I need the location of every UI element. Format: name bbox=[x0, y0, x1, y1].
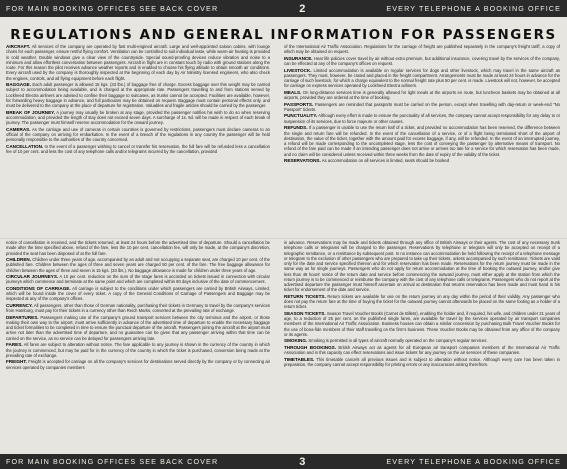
regulation-heading: PASSPORTS. bbox=[284, 101, 314, 107]
regulation-heading: RETURN TICKETS. bbox=[284, 293, 326, 299]
regulation-heading: AIRCRAFT. bbox=[6, 44, 31, 49]
regulation-heading: THROUGH BOOKINGS. bbox=[284, 344, 337, 350]
regulation-heading: RESERVATIONS. bbox=[284, 158, 321, 164]
regulation-paragraph bbox=[284, 240, 560, 293]
regulation-heading: INSURANCE. bbox=[284, 55, 313, 61]
regulation-heading: CHILDREN. bbox=[6, 257, 32, 263]
regulation-text: Return tickets are available for use on the return journey on any day within the period of their validity. Any passenger who does not pay the return fare at the time of buying the ticket for the outward journey cannot afterwards be placed on the same footing as a holder of a return ticket. bbox=[284, 293, 560, 310]
bottom-banner-right-text: EVERY TELEPHONE A BOOKING OFFICE bbox=[386, 457, 561, 466]
regulation-heading: CURRENCY. bbox=[6, 302, 33, 308]
regulation-heading: CONDITIONS OF CARRIAGE. bbox=[6, 285, 71, 291]
regulation-heading: SMOKING. bbox=[284, 338, 308, 344]
regulation-text: Freight is accepted for carriage on all the company's services for destinations served directly by the company or by connecting air services operated by companies members bbox=[6, 359, 270, 370]
regulation-heading: FREIGHT. bbox=[6, 359, 27, 365]
regulation-heading: PUNCTUALITY. bbox=[284, 113, 318, 119]
regulation-text: British Airways act as agents for all European air transport companies members of the International Air Traffic Association and in this capacity can effect reservations and issue tickets for any journey on the air services of these companies. bbox=[284, 344, 560, 356]
regulation-heading: FARES. bbox=[6, 342, 23, 348]
regulation-text: As the carriage and use of cameras in certain countries is governed by restrictions, passengers must declare cameras to an official of the company on arriving for embarkation. In the event of a breach of the regulations in any country the passenger will be held personally responsible to the authorities of the country concerned. bbox=[6, 126, 270, 143]
regulation-heading: CIRCULAR JOURNEYS. bbox=[6, 274, 59, 280]
regulation-text: Passengers are reminded that passports must be carried on the person, except when travelling with day-return or week-end "No Passport" tickets. bbox=[284, 101, 560, 112]
top-banner bbox=[0, 0, 567, 17]
regulation-paragraph bbox=[6, 240, 270, 256]
top-page-number: 2 bbox=[299, 2, 306, 15]
bottom-page-number: 3 bbox=[299, 455, 306, 468]
regulation-paragraph bbox=[6, 286, 270, 302]
regulation-text: Limited accommodation is available on regular services for dogs and other livestock, which may travel in the same aircraft as passengers. They must, however, be crated and placed in the freight compartment. Arrangements must be made at least 24 hours in advance for the carriage of such livestock, for which a charge equivalent to the normal freight rate plus 50 per cent. is made. Livestock will not, however, be accepted for carriage on express services operated by Lockheed Electra airliners. bbox=[284, 67, 560, 89]
regulation-paragraph bbox=[284, 357, 560, 368]
regulation-heading: BAGGAGE. bbox=[6, 82, 32, 88]
regulation-text: As accommodation on all services is limited, seats should be booked bbox=[321, 158, 450, 164]
text-column-upper-left bbox=[6, 44, 270, 238]
regulation-heading: LIVESTOCK. bbox=[284, 67, 312, 73]
regulation-paragraph bbox=[6, 257, 270, 273]
regulation-heading: CAMERAS. bbox=[6, 126, 31, 132]
regulation-text: A 10 per cent. reduction on the sum of the stage fares is accorded on tickets issued in connection with circular journeys which commence and terminate at the same point and which are completed within 60 days inclusive of the date of commencement. bbox=[6, 274, 270, 285]
regulation-text: All carriage is subject to the conditions under which passengers are carried by British Airways, Limited, which will be found inside the cover of every ticket. A copy of the General Conditions of Carriage of Passengers and Baggage may be inspected at any of the company's offices. bbox=[6, 285, 270, 302]
regulation-text: All fares are subject to alteration without notice. The fare applicable to any journey is shown in the currency of the country in which the journey is commenced, but may be paid for in the currency of the country in which the ticket is purchased, conversion being made at the prevailing rate of exchange. bbox=[6, 342, 270, 358]
regulation-text: Passengers making use of the company's ground transport services between the city terminus and the airport, or those making their own way to the airport, must arrive sufficiently in advance of the advertised time of departure to enable the necessary baggage and ticket formalities to be completed in time to ensure the punctual departure of the aircraft. Passengers joining the aircraft at the airport must arrive not later than the advertised time of departure, and no guarantee can be given that any passenger arriving within that time can be carried on the service, as no service can be delayed for passengers arriving late. bbox=[6, 314, 270, 341]
regulation-paragraph bbox=[284, 102, 560, 113]
regulation-paragraph bbox=[6, 44, 270, 81]
regulation-paragraph bbox=[284, 125, 560, 157]
regulation-paragraph bbox=[6, 144, 270, 155]
regulation-text: This timetable cancels all previous issues and is subject to alteration without notice. Although every care has been taken in preparation, the company cannot accept responsibility for printing errors or any inaccuracies arising therefrom. bbox=[284, 356, 560, 367]
regulation-heading: BREAK OF JOURNEY. bbox=[6, 109, 55, 115]
regulation-paragraph bbox=[6, 127, 270, 143]
bottom-banner-left-text: FOR MAIN BOOKING OFFICES SEE BACK COVER bbox=[6, 457, 219, 466]
regulation-heading: DEPARTURES. bbox=[6, 314, 39, 320]
text-column-lower-right bbox=[284, 240, 560, 449]
regulation-text: Each adult passenger is allowed 15 kgs. (33 lbs.) of baggage free of charge. Excess baggage over this weight may be carried subject to accommodation being available, and is charged at the appropriate rate. Passengers travelling to and from stations served by Lockheed Electra airliners are advised to confine their baggage to suitcases, as trunks cannot be accepted. Facilities are available, however, for forwarding heavy baggage in advance, and full particulars may be obtained on request. Baggage must contain personal effects only, and must be delivered to the company at the place of departure for registration. Valuables and fragile articles should be carried by the passenger. bbox=[6, 82, 270, 109]
regulation-heading: REFUNDS. bbox=[284, 125, 308, 131]
regulation-paragraph bbox=[284, 338, 560, 343]
regulation-text: Although every effort is made to ensure the punctuality of all services, the company cannot accept responsibility for any delay to or suspension of its services, due to force majeure or other causes. bbox=[284, 113, 560, 124]
regulation-paragraph bbox=[6, 359, 270, 370]
regulation-heading: SEASON TICKETS. bbox=[284, 310, 326, 316]
regulation-paragraph bbox=[284, 294, 560, 310]
regulation-text: All services of the company are operated by fast multi-engined aircraft. Large and well-appointed saloon cabins, with lounge chairs for each passenger, ensure restful flying comfort. Ventilation can be controlled to suit individual taste, while warm-air heating is provided in cold weather. Double windows give a clear view of the countryside. Special sound-proofing devices reduce vibration and noise to a minimum and allow effortless conversation between passengers. Aircraft in flight are in constant touch by radio with ground stations along the route. For this reason the pilot receives advance weather reports and is enabled to choose his flying altitude to obtain smooth air conditions. Every aircraft used by the company is thoroughly inspected at the beginning of each day by Air Ministry licensed engineers, who also check the engines, controls, and all flying equipment before each flight. bbox=[6, 44, 270, 81]
regulation-paragraph bbox=[284, 311, 560, 337]
text-column-upper-right bbox=[284, 44, 560, 238]
regulation-paragraph bbox=[6, 342, 270, 358]
regulation-paragraph bbox=[284, 90, 560, 101]
regulation-paragraph bbox=[6, 82, 270, 108]
regulation-paragraph bbox=[6, 315, 270, 341]
regulation-text: of the International Air Traffic Association. Regulations for the carriage of freight are published separately in the company's freight tariff, a copy of which may be obtained on request. bbox=[284, 44, 560, 55]
regulation-text: In the event of a passenger wishing to cancel or transfer his reservation, the full fare will be refunded less a cancellation fee of 10 per cent. and less the cost of any telephone calls and/or telegrams incurred by the cancellation, provided bbox=[6, 143, 270, 154]
regulation-text: Children under three years of age, accompanied by an adult and not occupying a separate seat, are charged 10 per cent. of the published fare. Children between the ages of three and seven years are charged 50 per cent. of the fare. The free baggage allowance for children between the ages of three and seven is 15 kgs. (33 lbs.). No baggage allowance is made for children under three years of age. bbox=[6, 257, 270, 273]
regulation-paragraph bbox=[284, 158, 560, 163]
regulation-paragraph bbox=[284, 68, 560, 89]
regulation-text: Smoking is permitted in all types of aircraft normally operated on the company's regular services. bbox=[308, 338, 488, 344]
top-banner-right-text: EVERY TELEPHONE A BOOKING OFFICE bbox=[386, 4, 561, 13]
text-column-lower-left bbox=[6, 240, 270, 449]
regulation-text: notice of cancellation is received, and the tickets returned, at least 24 hours before the advertised time of departure. Should a cancellation be made after the time specified above, refund of the fare, less the 10 per cent. cancellation fee, will only be made, at the company's discretion, provided the seat has been disposed of at the full fare. bbox=[6, 240, 270, 256]
regulation-paragraph bbox=[284, 56, 560, 67]
regulation-text: in advance. Reservations may be made and tickets obtained through any office of British Airways or their agents. The cost of any necessary trunk telephone calls or telegrams will be charged to the passenger. Reservations by telephone or telegram will only be accepted on receipt of a telegraphic remittance, or a remittance by subsequent post. In no instance can accommodation be held following the receipt of a telephone message or telegram to the exclusion of other passengers who are prepared to take up their tickets, unless accompanied by such remittance. Tickets are valid only for the date and service specified thereon and for which reservation has been made. Reservations for the return journey must be made in the same way as for single journeys. Passengers who do not apply for return accommodation at the time of booking the outward journey, and/or give less than 48 hours' notice of the return date and service before commencing the outward journey, must either apply at the station from which the return journey is to be commenced or reimburse the company with the cost of any telephone calls or telegrams. Passengers who do not report at the advertised departure the passenger must himself ascertain on arrival at destination that returns reservation has been made and must hand in his ticket for endorsement of the date and service. bbox=[284, 240, 560, 293]
regulation-text: A journey may usually be broken at any stage, provided the passenger notifies his wish to do so when reserving accommodation, and provided the length of stay does not exceed seven days. A surcharge of 1s. 6d. will be made in respect of each break of journey. The passenger must himself reserve accommodation for the onward journey. bbox=[6, 109, 270, 126]
regulation-paragraph bbox=[284, 44, 560, 55]
regulation-text: On long-distance services time is generally allowed for light meals at the airports en route, but luncheon baskets may be obtained at all airports, provided they are ordered at the time of booking. bbox=[284, 89, 560, 101]
bottom-banner bbox=[0, 454, 567, 469]
regulation-paragraph bbox=[6, 303, 270, 314]
regulation-text: All passengers, other than those of German nationality, purchasing their tickets in Germany to travel by the company's services from Hamburg, must pay for their tickets in a currency other than Reich Marks, converted at the prevailing rate of exchange. bbox=[6, 302, 270, 314]
regulation-heading: CANCELLATION. bbox=[6, 143, 44, 149]
regulation-heading: TIMETABLES. bbox=[284, 356, 315, 362]
regulation-heading: MEALS. bbox=[284, 89, 302, 95]
regulation-text: If a passenger is unable to use the return half of a ticket, and provided no accommodation has been reserved, the difference between the single and return fare will be refunded. In the event of the cancellation of a service, or of a flight being terminated short of the airport of destination, the value of the ticket, together with the amount paid for excess baggage, if any, will be refunded. In the event of an interrupted journey, a refund will be made corresponding to the uncompleted stage, less the cost of conveying the passenger by alternative means of transport. No refund of the fare paid can be made if an intending passenger does not arrive or arrives too late for a service for which reservation has been made, and no claim will be considered unless received within three weeks from the date of expiry of the validity of the ticket. bbox=[284, 125, 560, 157]
regulation-paragraph bbox=[284, 113, 560, 124]
regulation-paragraph bbox=[284, 345, 560, 356]
page-title: REGULATIONS AND GENERAL INFORMATION FOR PASSENGERS bbox=[10, 28, 557, 43]
regulation-text: Season Travel Voucher Books (Carnet de Billets), enabling the holder and, if required, his wife, and children under 21 years of age, to a reduction of 25 per cent. on the published single fares, are available for travel by the services operated by air transport companies members of the International Air Traffic Association. Business houses can obtain a similar concession by purchasing Bulk Travel Voucher Books for the use of bona-fide members of their staff travelling on the firm's business. These Voucher Books may be obtained from any office of the company or its agents. bbox=[284, 310, 560, 337]
regulation-text: Heat life policies cover travel by air without extra premium, but additional insurance, covering travel by the services of the company, can be effected at any of the company's offices on request. bbox=[284, 55, 560, 67]
top-banner-left-text: FOR MAIN BOOKING OFFICES SEE BACK COVER bbox=[6, 4, 219, 13]
regulation-paragraph bbox=[6, 274, 270, 285]
regulation-paragraph bbox=[6, 110, 270, 126]
